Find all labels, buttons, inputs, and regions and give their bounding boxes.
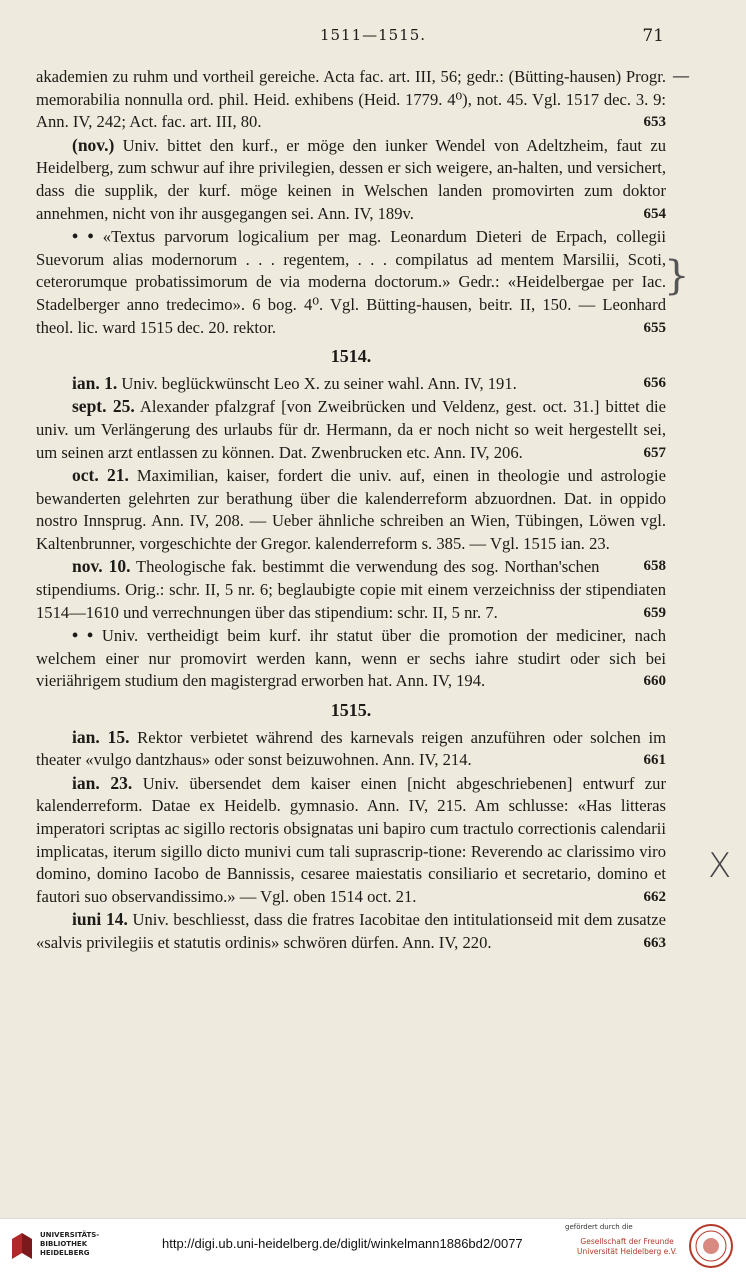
entry-653: [36, 66, 666, 134]
entries-1513: [36, 66, 666, 339]
entry-number: 656: [643, 374, 666, 391]
entry-text: Univ. übersendet dem kaiser einen [nicht abgeschriebenen] entwurf zur kalenderreform. Datae ex Heidelb. gymnasio. Ann. IV, 215. Am schlusse: «Has litteras imperatori scriptas ac sigillo rectoris obsignatas uni bapiro cum tractulo correctionis calendarii implicatas, iterum sigillo dicto munivi cum tali suprascrip-tione: Reverendo ac clarissimo viro domino, domino Iacobo de Bannissis, cesaree maiestatis consiliario et secretario, domino et fautori suo observandissimo.» — Vgl. oben 1514 oct. 21.: [36, 773, 666, 906]
funded-by-label: gefördert durch die: [565, 1223, 633, 1231]
entry-number: 659: [643, 604, 666, 621]
entry-date: nov. 10.: [72, 556, 131, 577]
entry-text: Univ. beschliesst, dass die fratres Iacobitae den intitulationseid mit dem zusatze «salvis privilegiis et statutis ordinis» schwören dürfen. Ann. IV, 220.: [36, 910, 666, 952]
entry-number: 660: [643, 673, 666, 690]
entry-date: (nov.): [72, 134, 115, 155]
entry-number: 655: [643, 319, 666, 336]
entry-date: iuni 14.: [72, 909, 128, 930]
page-header: [0, 26, 746, 50]
entry-number: 662: [643, 888, 666, 905]
entry-text: Alexander pfalzgraf [von Zweibrücken und Veldenz, gest. oct. 31.] bittet die univ. um Verlängerung des urlaubs für dr. Hermann, da er noch nicht so weit hergestellt sei, um seinen arzt entlassen zu können. Dat. Zwenbrucken etc. Ann. IV, 206.: [36, 397, 666, 462]
entry-number: 663: [643, 934, 666, 951]
entry-662: [36, 772, 666, 909]
library-name: UNIVERSITÄTS- BIBLIOTHEK HEIDELBERG: [40, 1231, 100, 1257]
entry-number: 658: [643, 558, 666, 575]
entries-1514: [36, 372, 666, 693]
entry-663: [36, 908, 666, 954]
entry-date: • •: [72, 226, 94, 247]
year-heading-1514: 1514.: [330, 346, 372, 367]
entry-text: Univ. vertheidigt beim kurf. ihr statut über die promotion der mediciner, nach welchem einer nur promovirt werden kann, wenn er sechs iahre studirt oder sich bei vieriährigem studium den magistergrad erworben hat. Ann. IV, 194.: [36, 626, 666, 691]
entry-number: 653: [643, 114, 666, 131]
entry-date: ian. 1.: [72, 372, 118, 393]
entry-text: Univ. bittet den kurf., er möge den iunker Wendel von Adeltzheim, faut zu Heidelberg, zum schwur auf ihre privilegien, dessen er sich weigere, an-halten, und versichert, dass die supplik, der kurf. möge keinen in Welschen landen promovirten zum doktor annehmen, nicht von ihr ausgegangen sei. Ann. IV, 189v.: [36, 135, 666, 223]
entry-number: 657: [643, 444, 666, 461]
entry-number: 661: [643, 752, 666, 769]
entry-text: Theologische fak. bestimmt die verwendung des sog. Northan'schen stipendiums. Orig.: schr. II, 5 nr. 6; beglaubigte copie mit einem verzeichniss der stipendiaten 1514—1610 und verrechnungen über das stipendium: schr. II, 5 nr. 7.: [36, 557, 666, 622]
entry-date: sept. 25.: [72, 396, 135, 417]
university-seal-icon: [688, 1223, 734, 1269]
margin-brace-icon: }: [664, 253, 690, 299]
entry-date: oct. 21.: [72, 465, 129, 486]
entry-text: Maximilian, kaiser, fordert die univ. auf, einen in theologie und astrologie bewanderten gelehrten zur berathung über die kalenderreform abzuordnen. Dat. in oppido nostro Innsprug. Ann. IV, 208. — Ueber ähnliche schreiben an Wien, Tübingen, Löwen vgl. Kaltenbrunner, vorgeschichte der Gregor. kalenderreform s. 385. — Vgl. 1515 ian. 23.: [36, 466, 666, 553]
entry-date: ian. 23.: [72, 772, 133, 793]
entry-657: [36, 395, 666, 464]
margin-dash: —: [672, 66, 690, 87]
entries-1515: [36, 726, 666, 955]
year-heading-1515: 1515.: [330, 700, 372, 721]
entry-text: «Textus parvorum logicalium per mag. Leonardum Dieteri de Erpach, collegii Suevorum alias modernorum . . . regentem, . . . compilatus ad mentem Marsilii, Scoti, ceterorumque probatissimorum de via moderna doctorum.» Gedr.: «Heidelbergae per Iac. Stadelberger anno tredecimo». 6 bog. 4⁰. Vgl. Bütting-hausen, beitr. II, 150. — Leonhard theol. lic. ward 1515 dec. 20. rektor.: [36, 227, 666, 337]
sponsor-name: Gesellschaft der Freunde Universität Heidelberg e.V.: [577, 1237, 678, 1256]
entry-659: [36, 555, 666, 624]
entry-654: [36, 134, 666, 225]
entry-661: [36, 726, 666, 772]
document-url-link[interactable]: http://digi.ub.uni-heidelberg.de/diglit/winkelmann1886bd2/0077: [162, 1236, 523, 1251]
entry-660: [36, 624, 666, 693]
entry-date: • •: [72, 625, 94, 646]
entry-date: ian. 15.: [72, 726, 130, 747]
entry-655: [36, 225, 666, 339]
body-text: [36, 66, 666, 955]
entry-number: 654: [643, 205, 666, 222]
page-number: 71: [642, 26, 664, 46]
entry-656: [36, 372, 666, 396]
footer-bar: [0, 1218, 746, 1273]
running-head: 1511—1515.: [319, 26, 427, 44]
margin-cross-icon: X: [708, 846, 732, 886]
entry-text: Rektor verbietet während des karnevals reigen anzuführen oder solchen im theater «vulgo dantzhaus» oder sonst beizuwohnen. Ann. IV, 214.: [36, 727, 666, 770]
entry-text: akademien zu ruhm und vortheil gereiche. Acta fac. art. III, 56; gedr.: (Bütting-hausen) Progr. memorabilia nonnulla ord. phil. Heid. exhibens (Heid. 1779. 4⁰), not. 45. Vgl. 1517 dec. 3. 9: Ann. IV, 242; Act. fac. art. III, 80.: [36, 67, 666, 132]
entry-text: Univ. beglückwünscht Leo X. zu seiner wahl. Ann. IV, 191.: [117, 373, 517, 393]
ub-logo-icon: [8, 1229, 36, 1263]
